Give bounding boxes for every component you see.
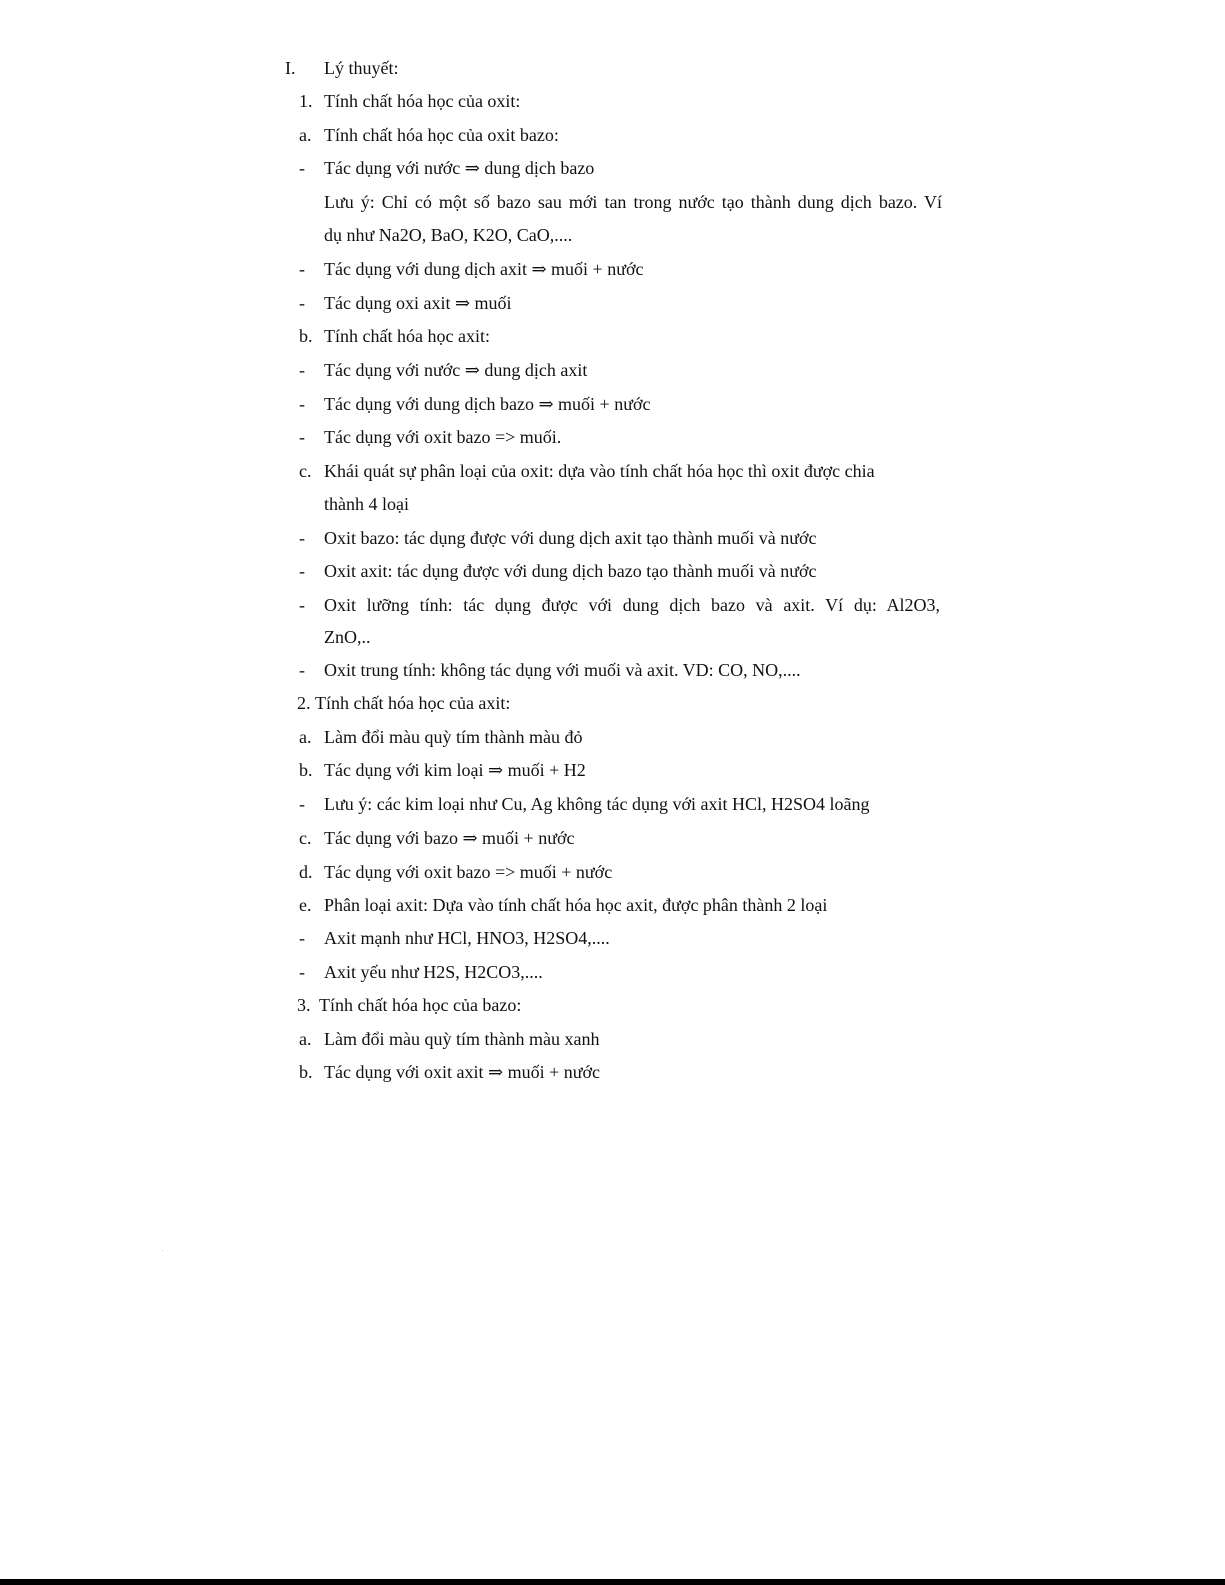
list-item: Tác dụng với nước ⇒ dung dịch axit	[324, 360, 588, 380]
page-bottom-border	[0, 1579, 1225, 1585]
bullet-marker: -	[299, 360, 305, 380]
list-marker: a.	[299, 125, 312, 145]
list-marker: 2.	[297, 693, 311, 713]
list-marker: d.	[299, 862, 313, 882]
list-item: Tác dụng với oxit bazo => muối.	[324, 427, 562, 447]
list-marker: c.	[299, 461, 312, 481]
list-item: Tính chất hóa học của oxit bazo:	[324, 125, 559, 145]
bullet-marker: -	[299, 293, 305, 313]
list-item: Oxit lưỡng tính: tác dụng được với dung dịch bazo và axit. Ví dụ: Al2O3,	[324, 595, 940, 615]
list-item: Oxit trung tính: không tác dụng với muối và axit. VD: CO, NO,....	[324, 660, 801, 680]
heading-marker: I.	[285, 58, 296, 78]
list-item: Làm đổi màu quỳ tím thành màu đỏ	[324, 727, 583, 747]
list-item: Tác dụng với oxit bazo => muối + nước	[324, 862, 613, 882]
list-item: Tác dụng với dung dịch axit ⇒ muối + nước	[324, 259, 644, 279]
bullet-marker: -	[299, 962, 305, 982]
list-item-continued: ZnO,..	[324, 627, 371, 647]
bullet-marker: -	[299, 158, 305, 178]
subsection-heading: Tính chất hóa học của oxit:	[324, 91, 521, 111]
bullet-marker: -	[299, 427, 305, 447]
list-item: Làm đổi màu quỳ tím thành màu xanh	[324, 1029, 600, 1049]
list-marker: b.	[299, 326, 313, 346]
list-marker: b.	[299, 760, 313, 780]
list-marker: 3.	[297, 995, 311, 1015]
bullet-marker: -	[299, 561, 305, 581]
list-item-continued: thành 4 loại	[324, 494, 409, 514]
list-marker: c.	[299, 828, 312, 848]
list-item: Tác dụng với kim loại ⇒ muối + H2	[324, 760, 586, 780]
bullet-marker: -	[299, 660, 305, 680]
list-item: Oxit bazo: tác dụng được với dung dịch axit tạo thành muối và nước	[324, 528, 817, 548]
list-item: Tác dụng với oxit axit ⇒ muối + nước	[324, 1062, 600, 1082]
list-item: Axit mạnh như HCl, HNO3, H2SO4,....	[324, 928, 610, 948]
list-item: Lưu ý: các kim loại như Cu, Ag không tác dụng với axit HCl, H2SO4 loãng	[324, 794, 870, 814]
bullet-marker: -	[299, 528, 305, 548]
list-item: Axit yếu như H2S, H2CO3,....	[324, 962, 543, 982]
list-marker: 1.	[299, 91, 313, 111]
list-item: Tác dụng với nước ⇒ dung dịch bazo	[324, 158, 595, 178]
list-item: Tác dụng với dung dịch bazo ⇒ muối + nước	[324, 394, 651, 414]
note-text-continued: dụ như Na2O, BaO, K2O, CaO,....	[324, 225, 573, 245]
list-item: Tính chất hóa học axit:	[324, 326, 490, 346]
subsection-heading: Tính chất hóa học của bazo:	[319, 995, 522, 1015]
list-item: Phân loại axit: Dựa vào tính chất hóa học axit, được phân thành 2 loại	[324, 895, 828, 915]
note-text: Lưu ý: Chỉ có một số bazo sau mới tan trong nước tạo thành dung dịch bazo. Ví	[324, 192, 942, 212]
section-heading: Lý thuyết:	[324, 58, 399, 78]
list-marker: a.	[299, 727, 312, 747]
bullet-marker: -	[299, 259, 305, 279]
bullet-marker: -	[299, 595, 305, 615]
bullet-marker: -	[299, 394, 305, 414]
list-item: Tác dụng oxi axit ⇒ muối	[324, 293, 512, 313]
bullet-marker: -	[299, 928, 305, 948]
list-item: Khái quát sự phân loại của oxit: dựa vào tính chất hóa học thì oxit được chia	[324, 461, 875, 481]
list-marker: a.	[299, 1029, 312, 1049]
subsection-heading: Tính chất hóa học của axit:	[315, 693, 511, 713]
list-item: Tác dụng với bazo ⇒ muối + nước	[324, 828, 575, 848]
scan-speck	[162, 1250, 163, 1251]
list-marker: b.	[299, 1062, 313, 1082]
list-marker: e.	[299, 895, 312, 915]
bullet-marker: -	[299, 794, 305, 814]
list-item: Oxit axit: tác dụng được với dung dịch bazo tạo thành muối và nước	[324, 561, 817, 581]
